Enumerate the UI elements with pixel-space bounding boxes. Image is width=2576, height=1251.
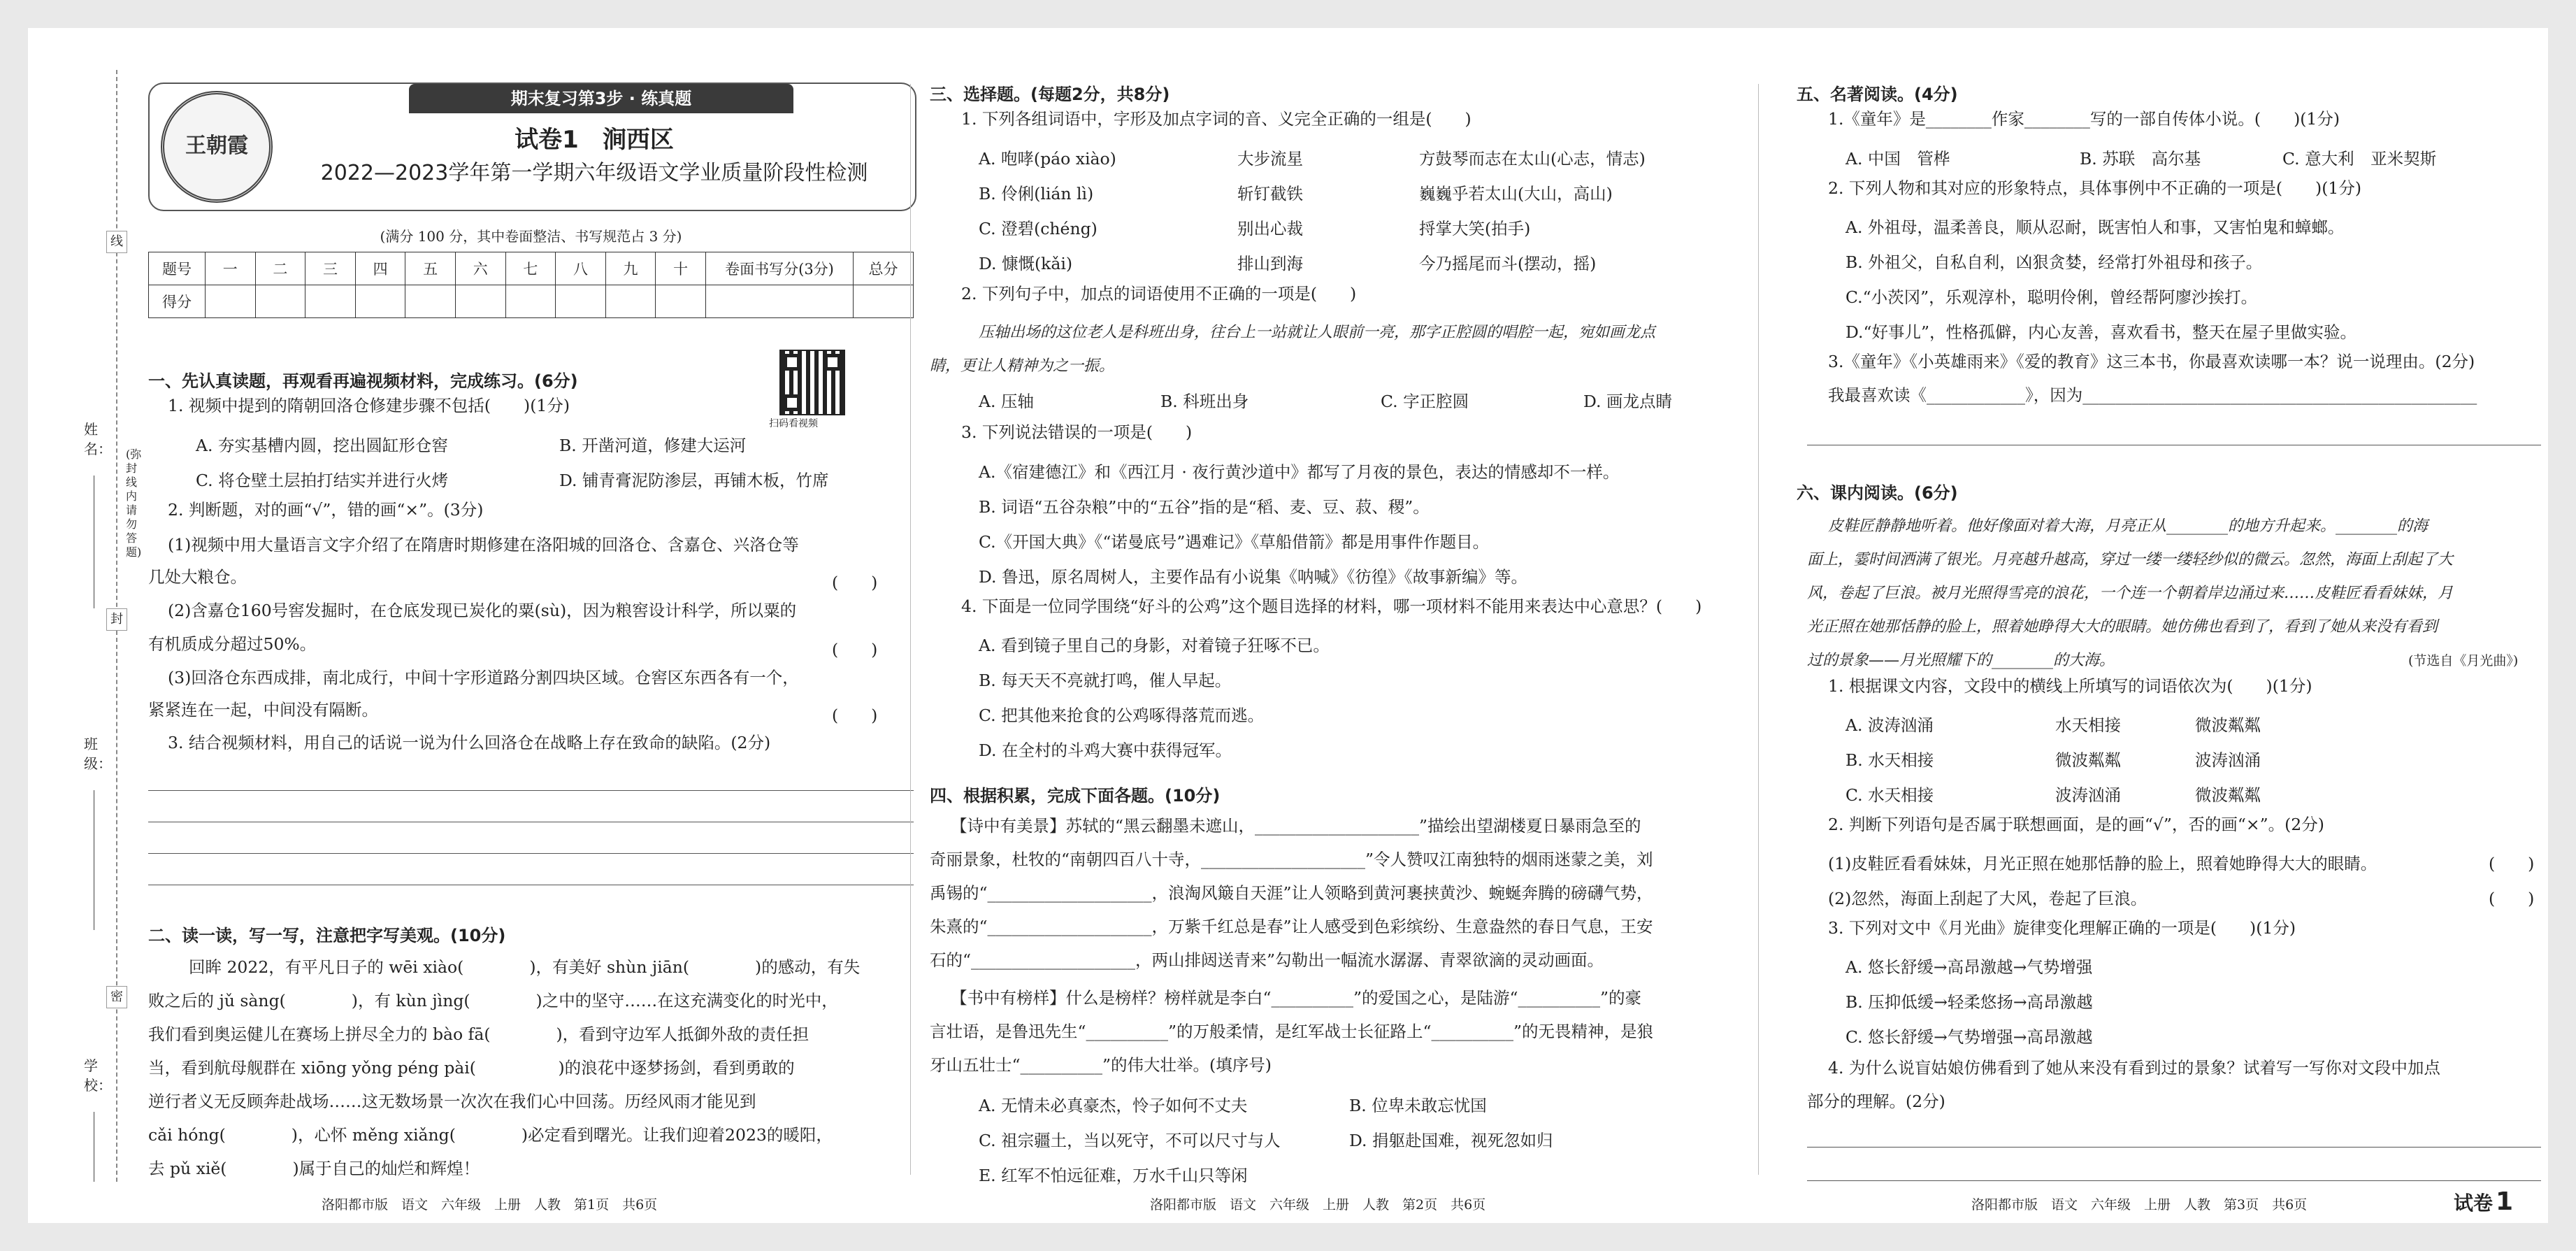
s3-q3-option-a[interactable]: A.《宿建德江》和《西江月 · 夜行黄沙道中》都写了月夜的景色，表达的情感却不一样。 (979, 462, 1620, 482)
s6-q4-cont: 部分的理解。(2分) (1807, 1092, 1945, 1111)
score-header: 五 (405, 252, 456, 285)
s5-q2-option-d[interactable]: D.“好事儿”，性格孤僻，内心友善，喜欢看书，整天在屋子里做实验。 (1845, 322, 2357, 342)
s2-line: 回眸 2022，有平凡日子的 wēi xiào( )，有美好 shùn jiān( )的感动，有失 (189, 957, 861, 977)
section-2-title: 二、读一读，写一写，注意把字写美观。(10分) (148, 926, 506, 945)
name-label: 姓名： (84, 421, 112, 457)
score-header: 八 (556, 252, 606, 285)
score-cell[interactable] (355, 285, 405, 318)
score-cell[interactable] (455, 285, 505, 318)
score-header: 一 (206, 252, 256, 285)
score-header: 四 (355, 252, 405, 285)
s4-option-e[interactable]: E. 红军不怕远征难，万水千山只等闲 (979, 1166, 1248, 1185)
s3-q1-d-col1[interactable]: D. 慷慨(kǎi) (979, 254, 1073, 273)
s5-q2-option-b[interactable]: B. 外祖父，自私自利，凶狠贪婪，经常打外祖母和孩子。 (1845, 252, 2263, 272)
s1-j1-line1: (1)视频中用大量语言文字介绍了在隋唐时期修建在洛阳城的回洛仓、含嘉仓、兴洛仓等 (168, 535, 799, 555)
score-header: 三 (305, 252, 356, 285)
s6-q1-a-col2: 水天相接 (2055, 715, 2121, 735)
score-cell[interactable] (706, 285, 854, 318)
section-4-title: 四、根据积累，完成下面各题。(10分) (930, 786, 1221, 806)
answer-paren[interactable]: ( ) (2489, 889, 2535, 908)
s6-q3-option-b[interactable]: B. 压抑低缓→轻柔悠扬→高昂激越 (1845, 992, 2093, 1012)
score-header: 九 (605, 252, 656, 285)
s1-q2: 2. 判断题，对的画“√”，错的画“×”。(3分) (168, 500, 484, 520)
answer-paren[interactable]: ( ) (2489, 854, 2535, 873)
score-header: 卷面书写分(3分) (706, 252, 854, 285)
s3-q2: 2. 下列句子中，加点的词语使用不正确的一项是( ) (961, 284, 1357, 303)
s3-q4-option-b[interactable]: B. 每天天不亮就打鸣，催人早起。 (979, 671, 1232, 690)
column-divider (1758, 84, 1759, 1175)
section-3-title: 三、选择题。(每题2分，共8分) (930, 85, 1170, 104)
score-header: 六 (455, 252, 505, 285)
score-row-label: 得分 (149, 285, 206, 318)
seal-mark-3: 密 (106, 986, 127, 1008)
s5-q2-option-c[interactable]: C.“小茨冈”，乐观淳朴，聪明伶俐，曾经帮阿廖沙挨打。 (1845, 287, 2258, 307)
score-cell[interactable] (605, 285, 656, 318)
s6-q1-c-col3: 微波粼粼 (2195, 785, 2261, 805)
s1-j1-line2: 几处大粮仓。 (148, 567, 247, 587)
s3-q1-b-col2: 斩钉截铁 (1237, 184, 1303, 203)
s6-source: (节选自《月光曲》) (2408, 653, 2519, 669)
s1-q1-option-d[interactable]: D. 铺青膏泥防渗层，再铺木板，竹席 (559, 471, 829, 490)
section-5-title: 五、名著阅读。(4分) (1797, 85, 1958, 104)
s5-q1-option-a[interactable]: A. 中国 管桦 (1845, 149, 1950, 169)
answer-line[interactable] (1807, 1147, 2541, 1148)
paper-title: 试卷1 涧西区 (515, 126, 674, 154)
s6-q1-a-col3: 微波粼粼 (2195, 715, 2261, 735)
score-cell[interactable] (305, 285, 356, 318)
s3-q2-option-a[interactable]: A. 压轴 (979, 392, 1034, 411)
score-cell[interactable] (255, 285, 305, 318)
s2-line: 我们看到奥运健儿在赛场上拼尽全力的 bào fā( )，看到守边军人抵御外敌的责任担 (148, 1024, 810, 1044)
s6-q3-option-a[interactable]: A. 悠长舒缓→高昂激越→气势增强 (1845, 957, 2093, 977)
paper-tag-label: 试卷 (2454, 1192, 2494, 1215)
score-table (148, 252, 914, 318)
score-cell[interactable] (206, 285, 256, 318)
score-cell[interactable] (656, 285, 706, 318)
s6-q3-option-c[interactable]: C. 悠长舒缓→气势增强→高昂激越 (1845, 1027, 2093, 1047)
s3-q4-option-a[interactable]: A. 看到镜子里自己的身影，对着镜子狂啄不已。 (979, 636, 1330, 655)
s6-q2-statement-1: (1)皮鞋匠看看妹妹，月光正照在她那恬静的脸上，照着她睁得大大的眼睛。 (1828, 854, 2377, 873)
s5-q1: 1.《童年》是________作家________写的一部自传体小说。( )(1分) (1828, 109, 2340, 129)
s6-q3: 3. 下列对文中《月光曲》旋律变化理解正确的一项是( )(1分) (1828, 918, 2296, 938)
s4-option-c[interactable]: C. 祖宗疆土，当以死守，不可以尺寸与人 (979, 1131, 1281, 1150)
s1-q1-option-c[interactable]: C. 将仓壁土层拍打结实并进行火烤 (196, 471, 449, 490)
s3-q3-option-c[interactable]: C.《开国大典》《“诺曼底号”遇难记》《草船借箭》都是用事件作题目。 (979, 532, 1490, 552)
s3-q1-b-col1[interactable]: B. 伶俐(lián lì) (979, 184, 1094, 203)
s6-q1: 1. 根据课文内容，文段中的横线上所填写的词语依次为( )(1分) (1828, 676, 2312, 696)
s3-q1-c-col3: 捋掌大笑(拍手) (1419, 219, 1531, 238)
s5-q1-option-b[interactable]: B. 苏联 高尔基 (2080, 149, 2201, 169)
answer-line[interactable] (148, 790, 914, 791)
s1-q1: 1. 视频中提到的隋朝回洛仓修建步骤不包括( )(1分) (168, 396, 570, 415)
s6-passage: 面上，霎时间洒满了银光。月亮越升越高，穿过一缕一缕轻纱似的微云。忽然，海面上刮起了大 (1807, 551, 2454, 569)
s3-q1-c-col1[interactable]: C. 澄碧(chéng) (979, 219, 1098, 238)
s6-q1-b-col3: 波涛汹涌 (2195, 750, 2261, 770)
s6-passage: 光正照在她那恬静的脸上，照着她睁得大大的眼睛。她仿佛也看到了，看到了她从来没有看到 (1807, 618, 2438, 636)
exam-paper (28, 28, 2548, 1223)
s3-q1-b-col3: 巍巍乎若太山(大山，高山) (1419, 184, 1613, 203)
s4-option-a[interactable]: A. 无情未必真豪杰，怜子如何不丈夫 (979, 1096, 1248, 1115)
s6-q1-b-col2: 微波粼粼 (2055, 750, 2121, 770)
s3-q1-a-col3: 方鼓琴而志在太山(心志，情志) (1419, 149, 1646, 169)
s3-q3-option-d[interactable]: D. 鲁迅，原名周树人，主要作品有小说集《呐喊》《彷徨》《故事新编》等。 (979, 567, 1527, 587)
s3-q4-option-c[interactable]: C. 把其他来抢食的公鸡啄得落荒而逃。 (979, 706, 1265, 725)
s2-line: cǎi hóng( )，心怀 měng xiǎng( )必定看到曙光。让我们迎着2023的暖阳， (148, 1125, 833, 1145)
s3-q3: 3. 下列说法错误的一项是( ) (961, 422, 1193, 442)
s3-q1-c-col2: 别出心裁 (1237, 219, 1303, 238)
qr-caption: 扫码看视频 (769, 418, 818, 429)
paper-tag (2454, 1187, 2513, 1216)
s2-line: 逆行者义无反顾奔赴战场……这无数场景一次次在我们心中回荡。历经风雨才能见到 (148, 1092, 756, 1111)
s5-q1-option-c[interactable]: C. 意大利 亚米契斯 (2282, 149, 2437, 169)
s1-j3-line1: (3)回洛仓东西成排，南北成行，中间十字形道路分割四块区域。仓窖区东西各有一个， (168, 668, 799, 687)
s4-line: 牙山五壮士“__________”的伟大壮举。(填序号) (930, 1055, 1272, 1075)
s3-q4-option-d[interactable]: D. 在全村的斗鸡大赛中获得冠军。 (979, 741, 1232, 760)
answer-line[interactable] (1807, 1180, 2541, 1181)
s6-passage: 皮鞋匠静静地听着。他好像面对着大海，月亮正从________的地方升起来。________的海 (1828, 517, 2429, 535)
s3-q1-d-col2: 排山到海 (1237, 254, 1303, 273)
s4-line: 朱熹的“____________________，万紫千红总是春”让人感受到色彩缤纷、生意盎然的春日气息，王安 (930, 917, 1653, 936)
s4-option-d[interactable]: D. 捐躯赴国难，视死忽如归 (1349, 1131, 1553, 1150)
s1-q1-option-a[interactable]: A. 夯实基槽内圆，挖出圆缸形仓窖 (196, 436, 448, 455)
s4-line: 言壮语，是鲁迅先生“__________”的万般柔情，是红军战士长征路上“__________”的无畏精神，是狼 (930, 1022, 1654, 1041)
no-answer-note: (弥封线内请勿答题) (126, 448, 142, 559)
s6-q2: 2. 判断下列语句是否属于联想画面，是的画“√”，否的画“×”。(2分) (1828, 815, 2324, 834)
s5-q2-option-a[interactable]: A. 外祖母，温柔善良，顺从忍耐，既害怕人和事，又害怕鬼和蟑螂。 (1845, 217, 2345, 237)
s6-passage: 风，卷起了巨浪。被月光照得雪亮的浪花，一个连一个朝着岸边涌过来……皮鞋匠看看妹妹，月 (1807, 585, 2454, 602)
publisher-logo (161, 91, 273, 203)
s4-line: 【诗中有美景】苏轼的“黑云翻墨未遮山，____________________”描绘出望湖楼夏日暴雨急至的 (951, 816, 1641, 836)
s1-j2-line1: (2)含嘉仓160号窖发掘时，在仓底发现已炭化的粟(sù)，因为粮窖设计科学，所以粟的 (168, 601, 797, 620)
score-cell[interactable] (854, 285, 914, 318)
s1-j3-line2: 紧紧连在一起，中间没有隔断。 (148, 700, 378, 720)
s2-line: 去 pǔ xiě( )属于自己的灿烂和辉煌！ (148, 1159, 480, 1178)
score-header: 七 (505, 252, 556, 285)
answer-paren[interactable]: ( ) (832, 573, 878, 592)
page-2-footer: 洛阳都市版 语文 六年级 上册 人教 第2页 共6页 (1150, 1197, 1486, 1213)
section-6-title: 六、课内阅读。(6分) (1797, 483, 1958, 503)
scoring-note: (满分 100 分，其中卷面整洁、书写规范占 3 分) (380, 228, 682, 245)
s4-line: 奇丽景象，杜牧的“南朝四百八十寺，____________________”令人赞叹江南独特的烟雨迷蒙之美，刘 (930, 850, 1653, 869)
s3-q2-option-c[interactable]: C. 字正腔圆 (1381, 392, 1469, 411)
s1-j2-line2: 有机质成分超过50%。 (148, 634, 317, 654)
s3-q3-option-b[interactable]: B. 词语“五谷杂粮”中的“五谷”指的是“稻、麦、豆、菽、稷”。 (979, 497, 1430, 517)
s5-q3: 3.《童年》《小英雄雨来》《爱的教育》这三本书，你最喜欢读哪一本？说一说理由。(2分) (1828, 352, 2475, 371)
s6-q1-c-col1[interactable]: C. 水天相接 (1845, 785, 1934, 805)
s3-q1: 1. 下列各组词语中，字形及加点字词的音、义完全正确的一组是( ) (961, 109, 1472, 129)
s4-option-b[interactable]: B. 位卑未敢忘忧国 (1349, 1096, 1487, 1115)
s6-q2-statement-2: (2)忽然，海面上刮起了大风，卷起了巨浪。 (1828, 889, 2147, 908)
answer-line[interactable] (148, 853, 914, 854)
score-table-row (149, 285, 914, 318)
s5-q3-answer[interactable]: 我最喜欢读《____________》，因为________________________________________________ (1828, 385, 2477, 405)
seal-mark-1: 线 (106, 231, 127, 253)
school-label: 学校： (84, 1057, 112, 1094)
s1-q3: 3. 结合视频材料，用自己的话说一说为什么回洛仓在战略上存在致命的缺陷。(2分) (168, 733, 771, 752)
review-banner: 期末复习第3步 · 练真题 (409, 84, 793, 113)
s4-line: 石的“____________________，两山排闼送青来”勾勒出一幅流水潺潺、青翠欲滴的灵动画面。 (930, 950, 1604, 970)
score-table-header (149, 252, 914, 285)
s3-q1-a-col2: 大步流星 (1237, 149, 1303, 169)
class-label: 班级： (84, 736, 112, 772)
s3-q1-d-col3: 今乃摇尾而斗(摆动，摇) (1419, 254, 1597, 273)
logo-text: 王朝霞 (185, 134, 248, 158)
paper-tag-number: 1 (2496, 1187, 2514, 1216)
score-cell[interactable] (556, 285, 606, 318)
s3-q2-passage: 睛，更让人精神为之一振。 (930, 357, 1115, 375)
s3-q2-passage: 压轴出场的这位老人是科班出身，往台上一站就让人眼前一亮，那字正腔圆的唱腔一起，宛如画龙点 (979, 324, 1656, 341)
page-3-footer: 洛阳都市版 语文 六年级 上册 人教 第3页 共6页 (1971, 1197, 2308, 1213)
paper-subtitle: 2022—2023学年第一学期六年级语文学业质量阶段性检测 (320, 161, 868, 185)
seal-mark-2: 封 (106, 608, 127, 631)
score-header: 二 (255, 252, 305, 285)
s6-q4: 4. 为什么说盲姑娘仿佛看到了她从来没有看到过的景象？试着写一写你对文段中加点 (1828, 1058, 2440, 1078)
section-1-title: 一、先认真读题，再观看再遍视频材料，完成练习。(6分) (148, 371, 578, 391)
s6-q1-a-col1[interactable]: A. 波涛汹涌 (1845, 715, 1934, 735)
s1-q1-option-b[interactable]: B. 开凿河道，修建大运河 (559, 436, 747, 455)
s3-q1-a-col1[interactable]: A. 咆哮(páo xiào) (979, 149, 1116, 169)
s4-line: 【书中有榜样】什么是榜样？榜样就是李白“__________”的爱国之心，是陆游“__________”的豪 (951, 988, 1642, 1008)
s5-q2: 2. 下列人物和其对应的形象特点，具体事例中不正确的一项是( )(1分) (1828, 178, 2362, 198)
s6-q1-c-col2: 波涛汹涌 (2055, 785, 2121, 805)
s3-q4: 4. 下面是一位同学围绕“好斗的公鸡”这个题目选择的材料，哪一项材料不能用来表达中心意思？( ) (961, 596, 1702, 616)
answer-paren[interactable]: ( ) (832, 706, 878, 725)
page-1-footer: 洛阳都市版 语文 六年级 上册 人教 第1页 共6页 (322, 1197, 658, 1213)
s6-q1-b-col1[interactable]: B. 水天相接 (1845, 750, 1934, 770)
score-header: 十 (656, 252, 706, 285)
answer-paren[interactable]: ( ) (832, 640, 878, 659)
score-cell[interactable] (505, 285, 556, 318)
column-divider (910, 84, 911, 1175)
score-header: 总分 (854, 252, 914, 285)
s2-line: 败之后的 jǔ sàng( )，有 kùn jìng( )之中的坚守……在这充满变化的时光中， (148, 991, 838, 1010)
qr-code-icon[interactable] (779, 350, 845, 415)
score-cell[interactable] (405, 285, 456, 318)
s3-q2-option-b[interactable]: B. 科班出身 (1160, 392, 1249, 411)
score-header: 题号 (149, 252, 206, 285)
s3-q2-option-d[interactable]: D. 画龙点睛 (1583, 392, 1672, 411)
s2-line: 当，看到航母舰群在 xiōng yǒng péng pài( )的浪花中逐梦扬剑，看到勇敢的 (148, 1058, 795, 1078)
s6-passage: 过的景象——月光照耀下的________的大海。 (1807, 652, 2115, 669)
s4-line: 禹锡的“____________________，浪淘风簸自天涯”让人领略到黄河裹挟黄沙、蜿蜒奔腾的磅礴气势， (930, 883, 1653, 903)
